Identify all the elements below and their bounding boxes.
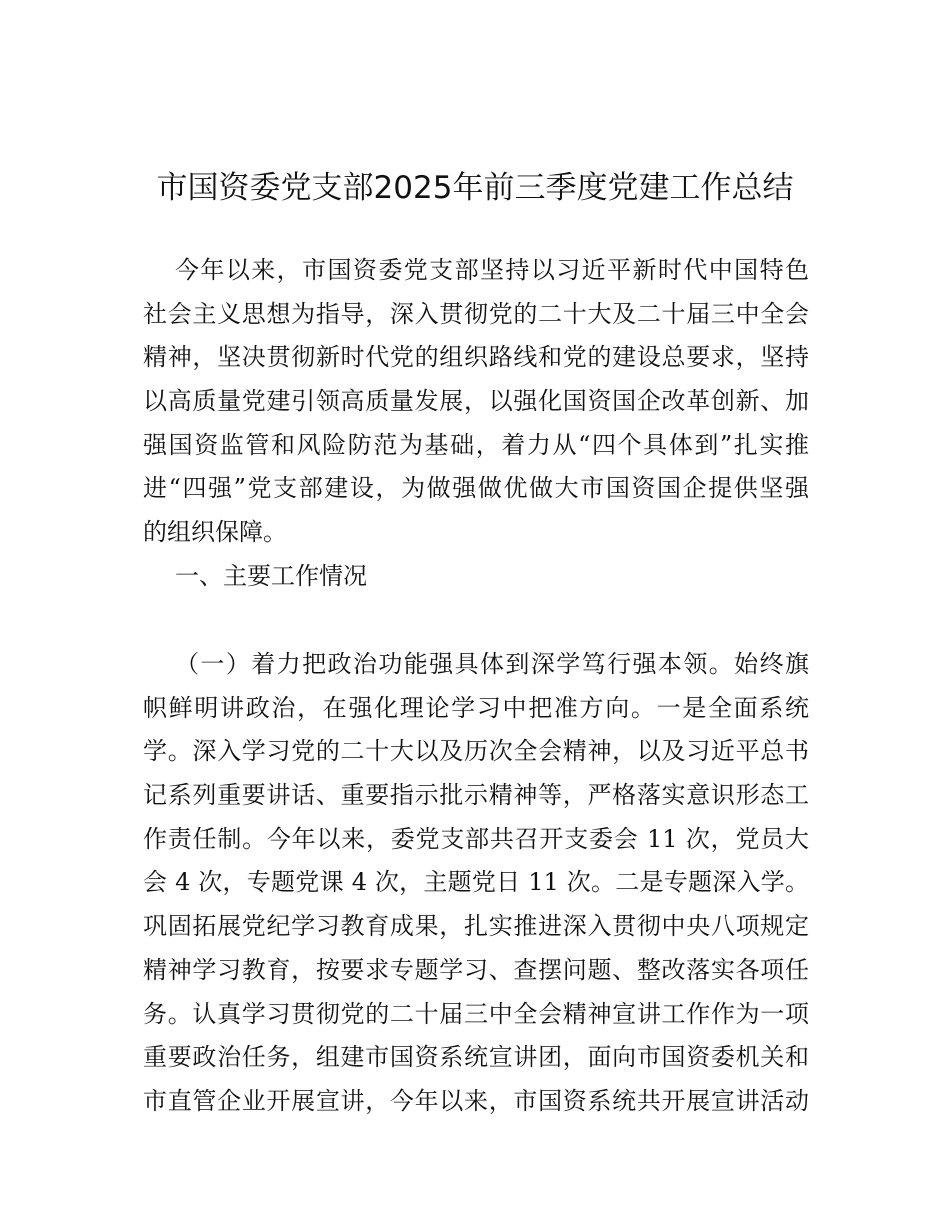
intro-paragraph <box>143 249 809 555</box>
text-line: 市直管企业开展宣讲，今年以来，市国资系统共开展宣讲活动 <box>143 1086 809 1115</box>
text-line: 巩固拓展党纪学习教育成果，扎实推进深入贯彻中央八项规定 <box>143 912 809 941</box>
section-heading-text: 一、主要工作情况 <box>175 562 367 590</box>
document-title: 市国资委党支部2025年前三季度党建工作总结 <box>156 170 794 206</box>
text-line: 以高质量党建引领高质量发展，以强化国资国企改革创新、加 <box>143 387 809 416</box>
text-line: 重要政治任务，组建市国资系统宣讲团，面向市国资委机关和 <box>143 1043 809 1072</box>
text-line: 记系列重要讲话、重要指示批示精神等，严格落实意识形态工 <box>143 781 809 810</box>
text-line: 帜鲜明讲政治，在强化理论学习中把准方向。一是全面系统 <box>143 693 809 722</box>
section-heading <box>143 555 809 599</box>
text-line: 精神，坚决贯彻新时代党的组织路线和党的建设总要求，坚持 <box>143 343 809 372</box>
text-line: 务。认真学习贯彻党的二十届三中全会精神宣讲工作作为一项 <box>143 999 809 1028</box>
text-line: 会 4 次，专题党课 4 次，主题党日 11 次。二是专题深入学。 <box>143 868 809 897</box>
text-line: 学。深入学习党的二十大以及历次全会精神，以及习近平总书 <box>143 737 809 766</box>
text-line: 精神学习教育，按要求专题学习、查摆问题、整改落实各项任 <box>143 955 809 984</box>
text-line: （一）着力把政治功能强具体到深学笃行强本领。始终旗 <box>175 650 809 678</box>
text-line: 今年以来，市国资委党支部坚持以习近平新时代中国特色 <box>175 256 809 284</box>
text-line: 作责任制。今年以来，委党支部共召开支委会 11 次，党员大 <box>143 824 809 853</box>
text-line: 强国资监管和风险防范为基础，着力从“四个具体到”扎实推 <box>143 430 809 459</box>
text-line: 进“四强”党支部建设，为做强做优做大市国资国企提供坚强 <box>143 474 809 503</box>
text-line: 的组织保障。 <box>143 518 287 547</box>
text-line: 社会主义思想为指导，深入贯彻党的二十大及二十届三中全会 <box>143 299 809 328</box>
section-paragraph <box>143 643 809 1124</box>
